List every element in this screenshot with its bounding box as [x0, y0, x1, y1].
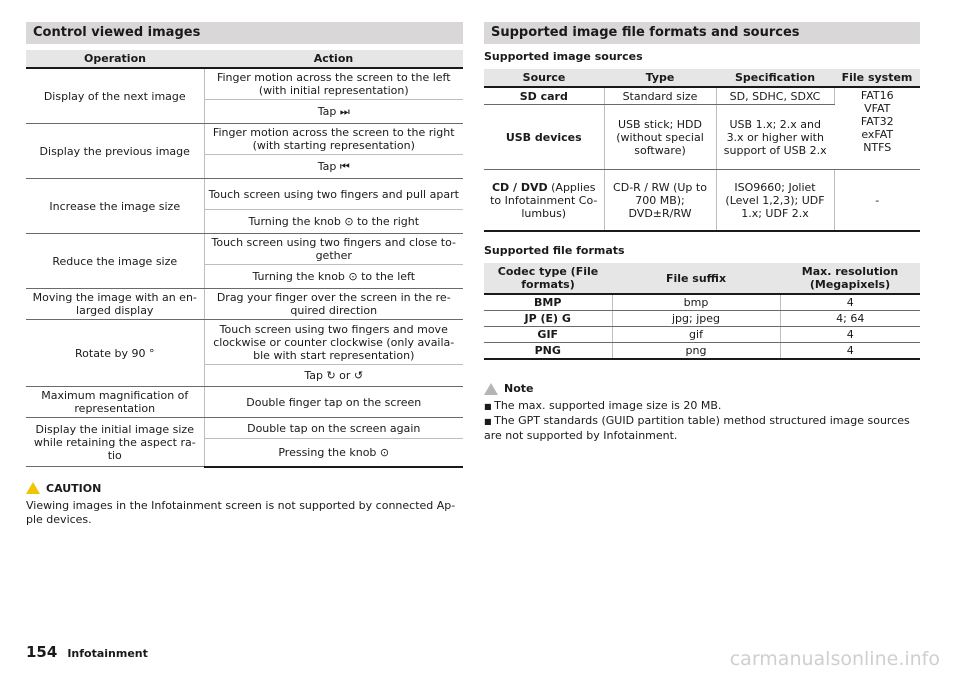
left-column: [26, 22, 463, 527]
header-suffix: File suffix: [612, 263, 780, 294]
op-cell: Reduce the image size: [26, 234, 204, 289]
op-cell: Moving the image with an en-larged display: [26, 289, 204, 320]
res-cell: 4: [780, 294, 920, 311]
right-column: [484, 22, 920, 443]
note-item: ■ The max. supported image size is 20 MB.: [484, 399, 920, 414]
codec-cell: PNG: [484, 343, 612, 360]
note-heading: [484, 382, 920, 395]
suffix-cell: gif: [612, 327, 780, 343]
page-section: Infotainment: [67, 647, 148, 660]
filesystem-cell: -: [834, 170, 920, 232]
action-cell: Turning the knob ⊙ to the left: [204, 265, 463, 289]
section-title-control-images: Control viewed images: [26, 22, 463, 44]
note-body: [484, 399, 920, 443]
res-cell: 4: [780, 343, 920, 360]
info-icon: [484, 383, 498, 395]
op-cell: Display the previous image: [26, 124, 204, 179]
header-type: Type: [604, 69, 716, 87]
header-filesystem: File system: [834, 69, 920, 87]
op-cell: Display the initial image size while retaining the aspect ra-tio: [26, 418, 204, 467]
action-cell: Touch screen using two fingers and move clockwise or counter clockwise (only availa-ble with start representation): [204, 320, 463, 365]
caution-text: Viewing images in the Infotainment screen is not supported by connected Ap-ple devices.: [26, 498, 456, 526]
op-cell: Display of the next image: [26, 68, 204, 124]
header-action: Action: [204, 50, 463, 68]
action-cell: Touch screen using two fingers and close to-gether: [204, 234, 463, 265]
formats-table: [484, 263, 920, 360]
section-title-formats: Supported image file formats and sources: [484, 22, 920, 44]
page-footer: [26, 643, 148, 661]
op-cell: Rotate by 90 °: [26, 320, 204, 387]
header-source: Source: [484, 69, 604, 87]
page-number: 154: [26, 643, 58, 661]
res-cell: 4: [780, 327, 920, 343]
sources-table: [484, 69, 920, 232]
header-operation: Operation: [26, 50, 204, 68]
sources-heading: Supported image sources: [484, 50, 643, 63]
note-label: Note: [504, 382, 534, 395]
action-cell: Tap ⏮: [204, 155, 463, 179]
action-cell: Tap ⏭: [204, 100, 463, 124]
source-cell: USB devices: [484, 105, 604, 170]
action-cell: Double finger tap on the screen: [204, 387, 463, 418]
codec-cell: BMP: [484, 294, 612, 311]
caution-heading: [26, 482, 463, 495]
codec-cell: GIF: [484, 327, 612, 343]
action-cell: Tap ↻ or ↺: [204, 365, 463, 387]
spec-cell: ISO9660; Joliet (Level 1,2,3); UDF 1.x; UDF 2.x: [716, 170, 834, 232]
filesystem-cell: FAT16 VFAT FAT32 exFAT NTFS: [834, 87, 920, 170]
warning-icon: [26, 482, 40, 494]
header-resolution: Max. resolution (Megapixels): [780, 263, 920, 294]
note-item: ■ The GPT standards (GUID partition table) method structured image sources are not supported by Infotainment.: [484, 414, 920, 443]
spec-cell: USB 1.x; 2.x and 3.x or higher with support of USB 2.x: [716, 105, 834, 170]
action-cell: Pressing the knob ⊙: [204, 439, 463, 467]
operations-table: [26, 50, 463, 468]
action-cell: Drag your finger over the screen in the re-quired direction: [204, 289, 463, 320]
type-cell: USB stick; HDD (without special software): [604, 105, 716, 170]
watermark: carmanualsonline.info: [729, 648, 940, 670]
formats-heading: Supported file formats: [484, 244, 625, 257]
suffix-cell: jpg; jpeg: [612, 311, 780, 327]
header-spec: Specification: [716, 69, 834, 87]
spec-cell: SD, SDHC, SDXC: [716, 87, 834, 105]
caution-label: CAUTION: [46, 481, 102, 495]
type-cell: Standard size: [604, 87, 716, 105]
header-codec: Codec type (File formats): [484, 263, 612, 294]
suffix-cell: bmp: [612, 294, 780, 311]
suffix-cell: png: [612, 343, 780, 360]
action-cell: Finger motion across the screen to the right (with starting representation): [204, 124, 463, 155]
action-cell: Double tap on the screen again: [204, 418, 463, 439]
action-cell: Finger motion across the screen to the left (with initial representation): [204, 68, 463, 100]
op-cell: Increase the image size: [26, 179, 204, 234]
action-cell: Turning the knob ⊙ to the right: [204, 210, 463, 234]
source-cell: SD card: [484, 87, 604, 105]
source-cell: CD / DVD (Applies to Infotainment Co-lumbus): [484, 170, 604, 232]
codec-cell: JP (E) G: [484, 311, 612, 327]
res-cell: 4; 64: [780, 311, 920, 327]
type-cell: CD-R / RW (Up to 700 MB); DVD±R/RW: [604, 170, 716, 232]
op-cell: Maximum magnification of representation: [26, 387, 204, 418]
action-cell: Touch screen using two fingers and pull apart: [204, 179, 463, 210]
